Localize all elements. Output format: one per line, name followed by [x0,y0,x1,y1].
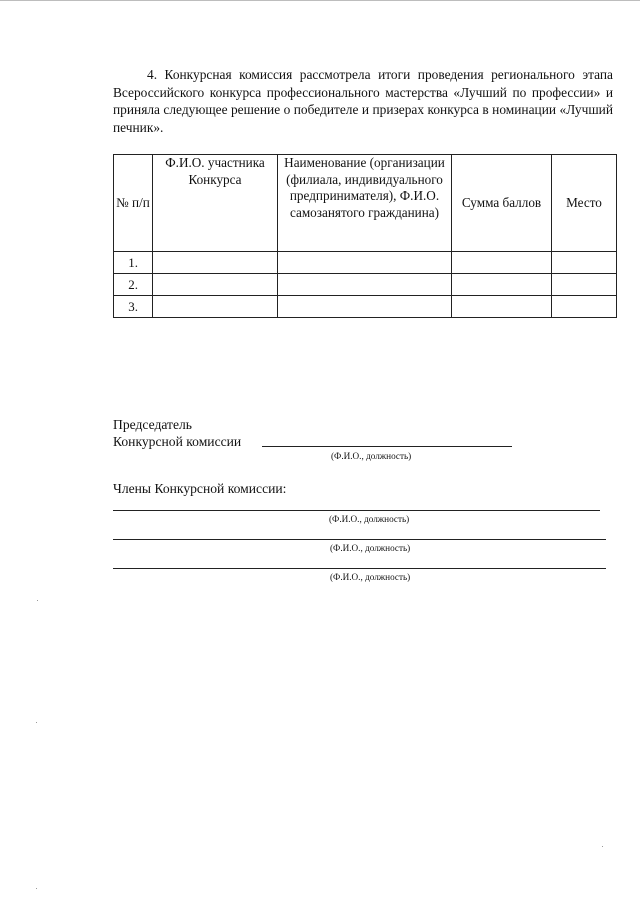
chairman-label: Председатель [113,417,192,432]
commission-label: Конкурсной комиссии [113,434,242,449]
member-signature-line [113,510,600,511]
header-organization: Наименование (организации (филиала, индивидуального предпринимателя), Ф.И.О. самозанятого гражданина) [278,155,452,252]
organization-cell [278,296,452,318]
decision-paragraph: 4. Конкурсная комиссия рассмотрела итоги проведения регионального этапа Всероссийского конкурса профессионального мастерства «Лучший по профессии» и приняла следующее решение о победителе и призерах конкурса в номинации «Лучший печник». [113,67,613,135]
page-top-edge [0,0,640,1]
table-row [114,296,617,318]
member-caption: (Ф.И.О., должность) [330,572,411,582]
row-number: 1. [114,252,153,274]
member-caption: (Ф.И.О., должность) [330,543,411,553]
participant-cell [153,274,278,296]
place-cell [552,296,617,318]
table-header-row [114,155,617,252]
header-participant-name: Ф.И.О. участника Конкурса [153,155,278,252]
members-title: Члены Конкурсной комиссии: [113,481,287,496]
results-table [113,154,617,318]
organization-cell [278,274,452,296]
scan-speck [36,888,37,889]
chairman-signature-line [262,446,512,447]
member-caption: (Ф.И.О., должность) [329,514,410,524]
participant-cell [153,252,278,274]
member-signature-line [113,568,606,569]
participant-cell [153,296,278,318]
scan-speck [37,600,38,601]
member-signature-line [113,539,606,540]
scan-speck [36,722,37,723]
score-cell [452,296,552,318]
header-score-sum: Сумма баллов [452,155,552,252]
table-row [114,252,617,274]
organization-cell [278,252,452,274]
score-cell [452,252,552,274]
header-number: № п/п [114,155,153,252]
scan-speck [602,846,603,847]
chairman-caption: (Ф.И.О., должность) [331,451,412,461]
header-place: Место [552,155,617,252]
place-cell [552,274,617,296]
score-cell [452,274,552,296]
row-number: 2. [114,274,153,296]
place-cell [552,252,617,274]
table-row [114,274,617,296]
row-number: 3. [114,296,153,318]
